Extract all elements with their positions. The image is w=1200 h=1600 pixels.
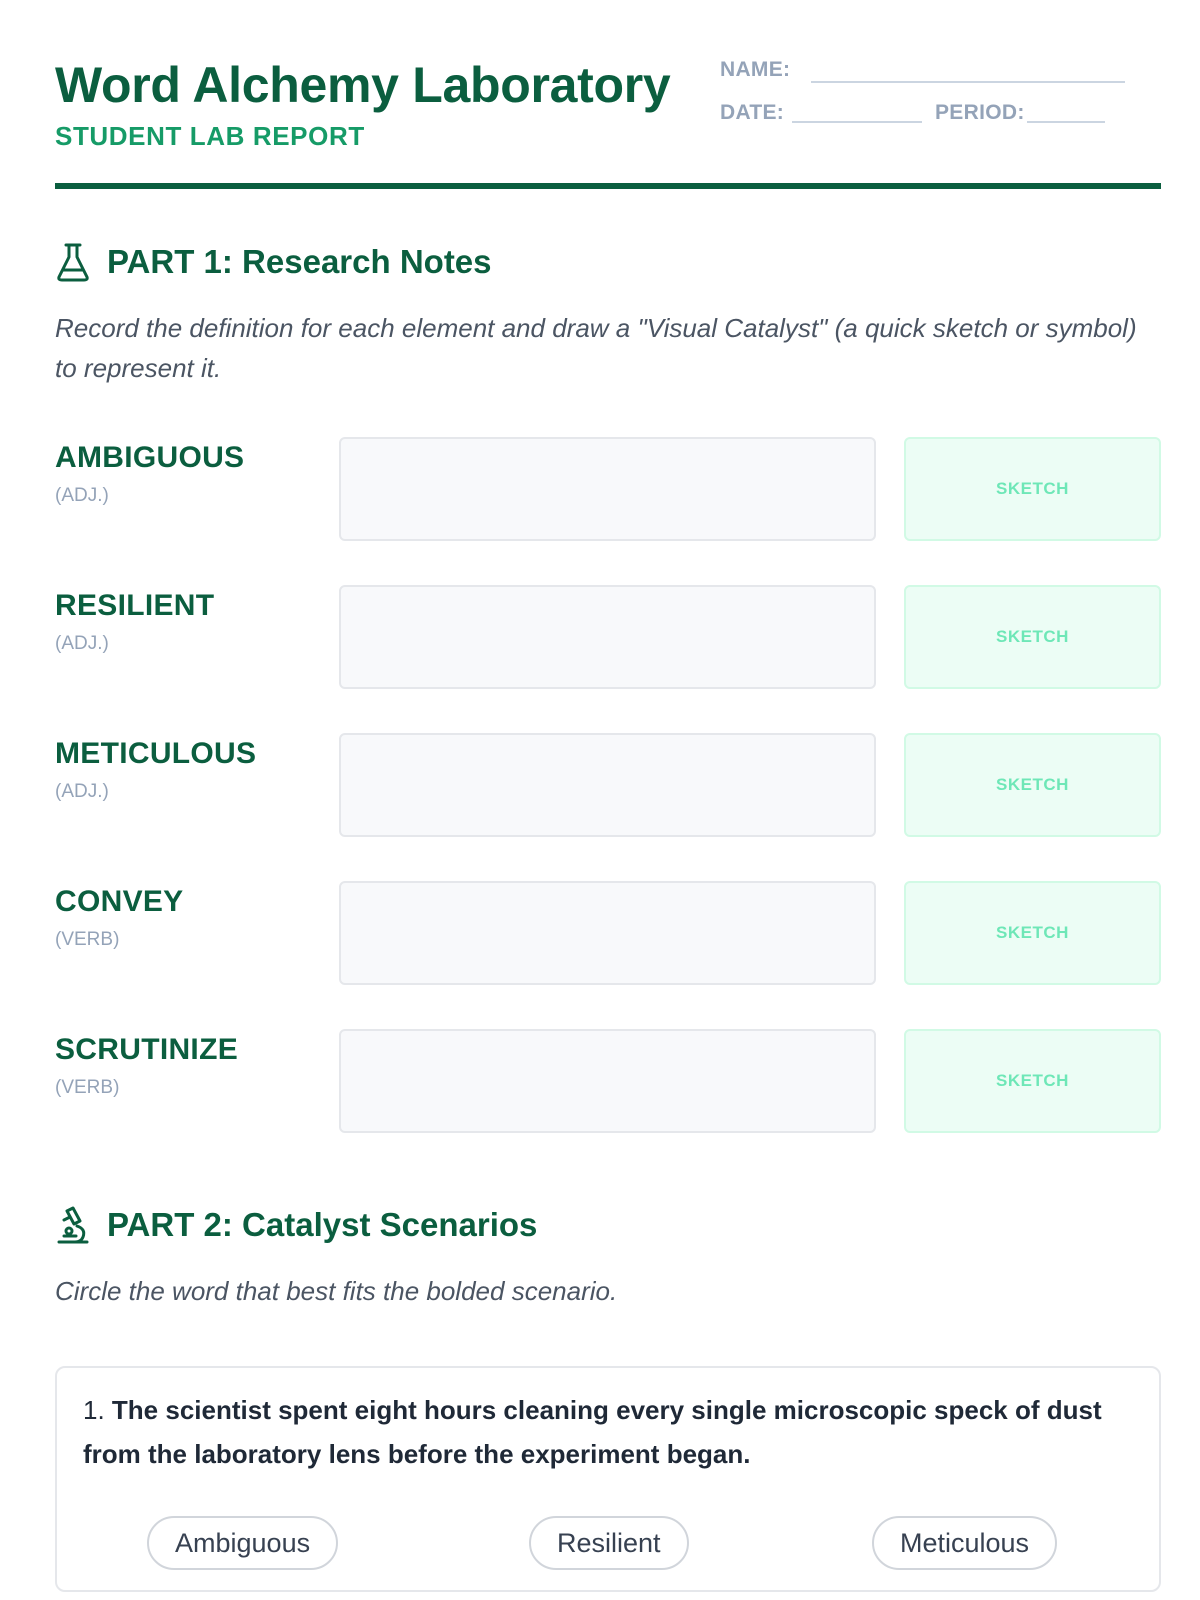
part2-title: PART 2: Catalyst Scenarios [107, 1206, 538, 1243]
vocab-row [55, 1029, 1161, 1137]
part2-heading [55, 1204, 537, 1246]
page-title: Word Alchemy Laboratory [55, 57, 671, 113]
vocab-word: CONVEY [55, 885, 184, 918]
part-of-speech: (VERB) [55, 929, 120, 950]
question-text: The scientist spent eight hours cleaning every single microscopic speck of dust from the laboratory lens before the experiment began. [83, 1395, 1102, 1469]
part-of-speech: (ADJ.) [55, 633, 109, 654]
sketch-label: SKETCH [996, 1071, 1069, 1090]
date-label: DATE: [720, 101, 785, 124]
period-field[interactable] [1027, 121, 1105, 123]
vocab-row [55, 733, 1161, 841]
sketch-box[interactable] [904, 881, 1161, 985]
report-header [55, 0, 1161, 188]
part-of-speech: (ADJ.) [55, 781, 109, 802]
flask-icon [55, 241, 93, 283]
name-field[interactable] [811, 81, 1125, 83]
definition-box[interactable] [339, 437, 876, 541]
sketch-box[interactable] [904, 437, 1161, 541]
period-label: PERIOD: [935, 101, 1025, 124]
lab-report-page [55, 0, 1161, 1558]
vocab-row [55, 585, 1161, 693]
definition-box[interactable] [339, 733, 876, 837]
date-field[interactable] [792, 121, 922, 123]
choice-meticulous[interactable]: Meticulous [872, 1516, 1057, 1570]
sketch-label: SKETCH [996, 627, 1069, 646]
part-of-speech: (VERB) [55, 1077, 120, 1098]
part1-instructions: Record the definition for each element and draw a "Visual Catalyst" (a quick sketch or symbol) to represent it. [55, 313, 1137, 383]
sketch-label: SKETCH [996, 923, 1069, 942]
definition-box[interactable] [339, 881, 876, 985]
vocab-word: SCRUTINIZE [55, 1033, 238, 1066]
sketch-label: SKETCH [996, 479, 1069, 498]
part1-heading [55, 241, 492, 283]
microscope-icon [55, 1204, 93, 1246]
part2-instructions: Circle the word that best fits the bolded scenario. [55, 1276, 618, 1306]
vocab-row [55, 881, 1161, 989]
header-divider [55, 183, 1161, 189]
choice-ambiguous[interactable]: Ambiguous [147, 1516, 338, 1570]
vocab-word: AMBIGUOUS [55, 441, 245, 474]
name-label: NAME: [720, 58, 791, 81]
part1-title: PART 1: Research Notes [107, 243, 492, 280]
choice-resilient[interactable]: Resilient [529, 1516, 689, 1570]
definition-box[interactable] [339, 1029, 876, 1133]
definition-box[interactable] [339, 585, 876, 689]
part-of-speech: (ADJ.) [55, 485, 109, 506]
scenario-card [55, 1366, 1161, 1592]
sketch-box[interactable] [904, 733, 1161, 837]
vocab-word: RESILIENT [55, 589, 215, 622]
sketch-box[interactable] [904, 1029, 1161, 1133]
sketch-label: SKETCH [996, 775, 1069, 794]
vocab-word: METICULOUS [55, 737, 257, 770]
sketch-box[interactable] [904, 585, 1161, 689]
page-subtitle: STUDENT LAB REPORT [55, 121, 365, 151]
vocab-row [55, 437, 1161, 545]
scenario-question [83, 1388, 1133, 1476]
question-number: 1. [83, 1395, 105, 1425]
